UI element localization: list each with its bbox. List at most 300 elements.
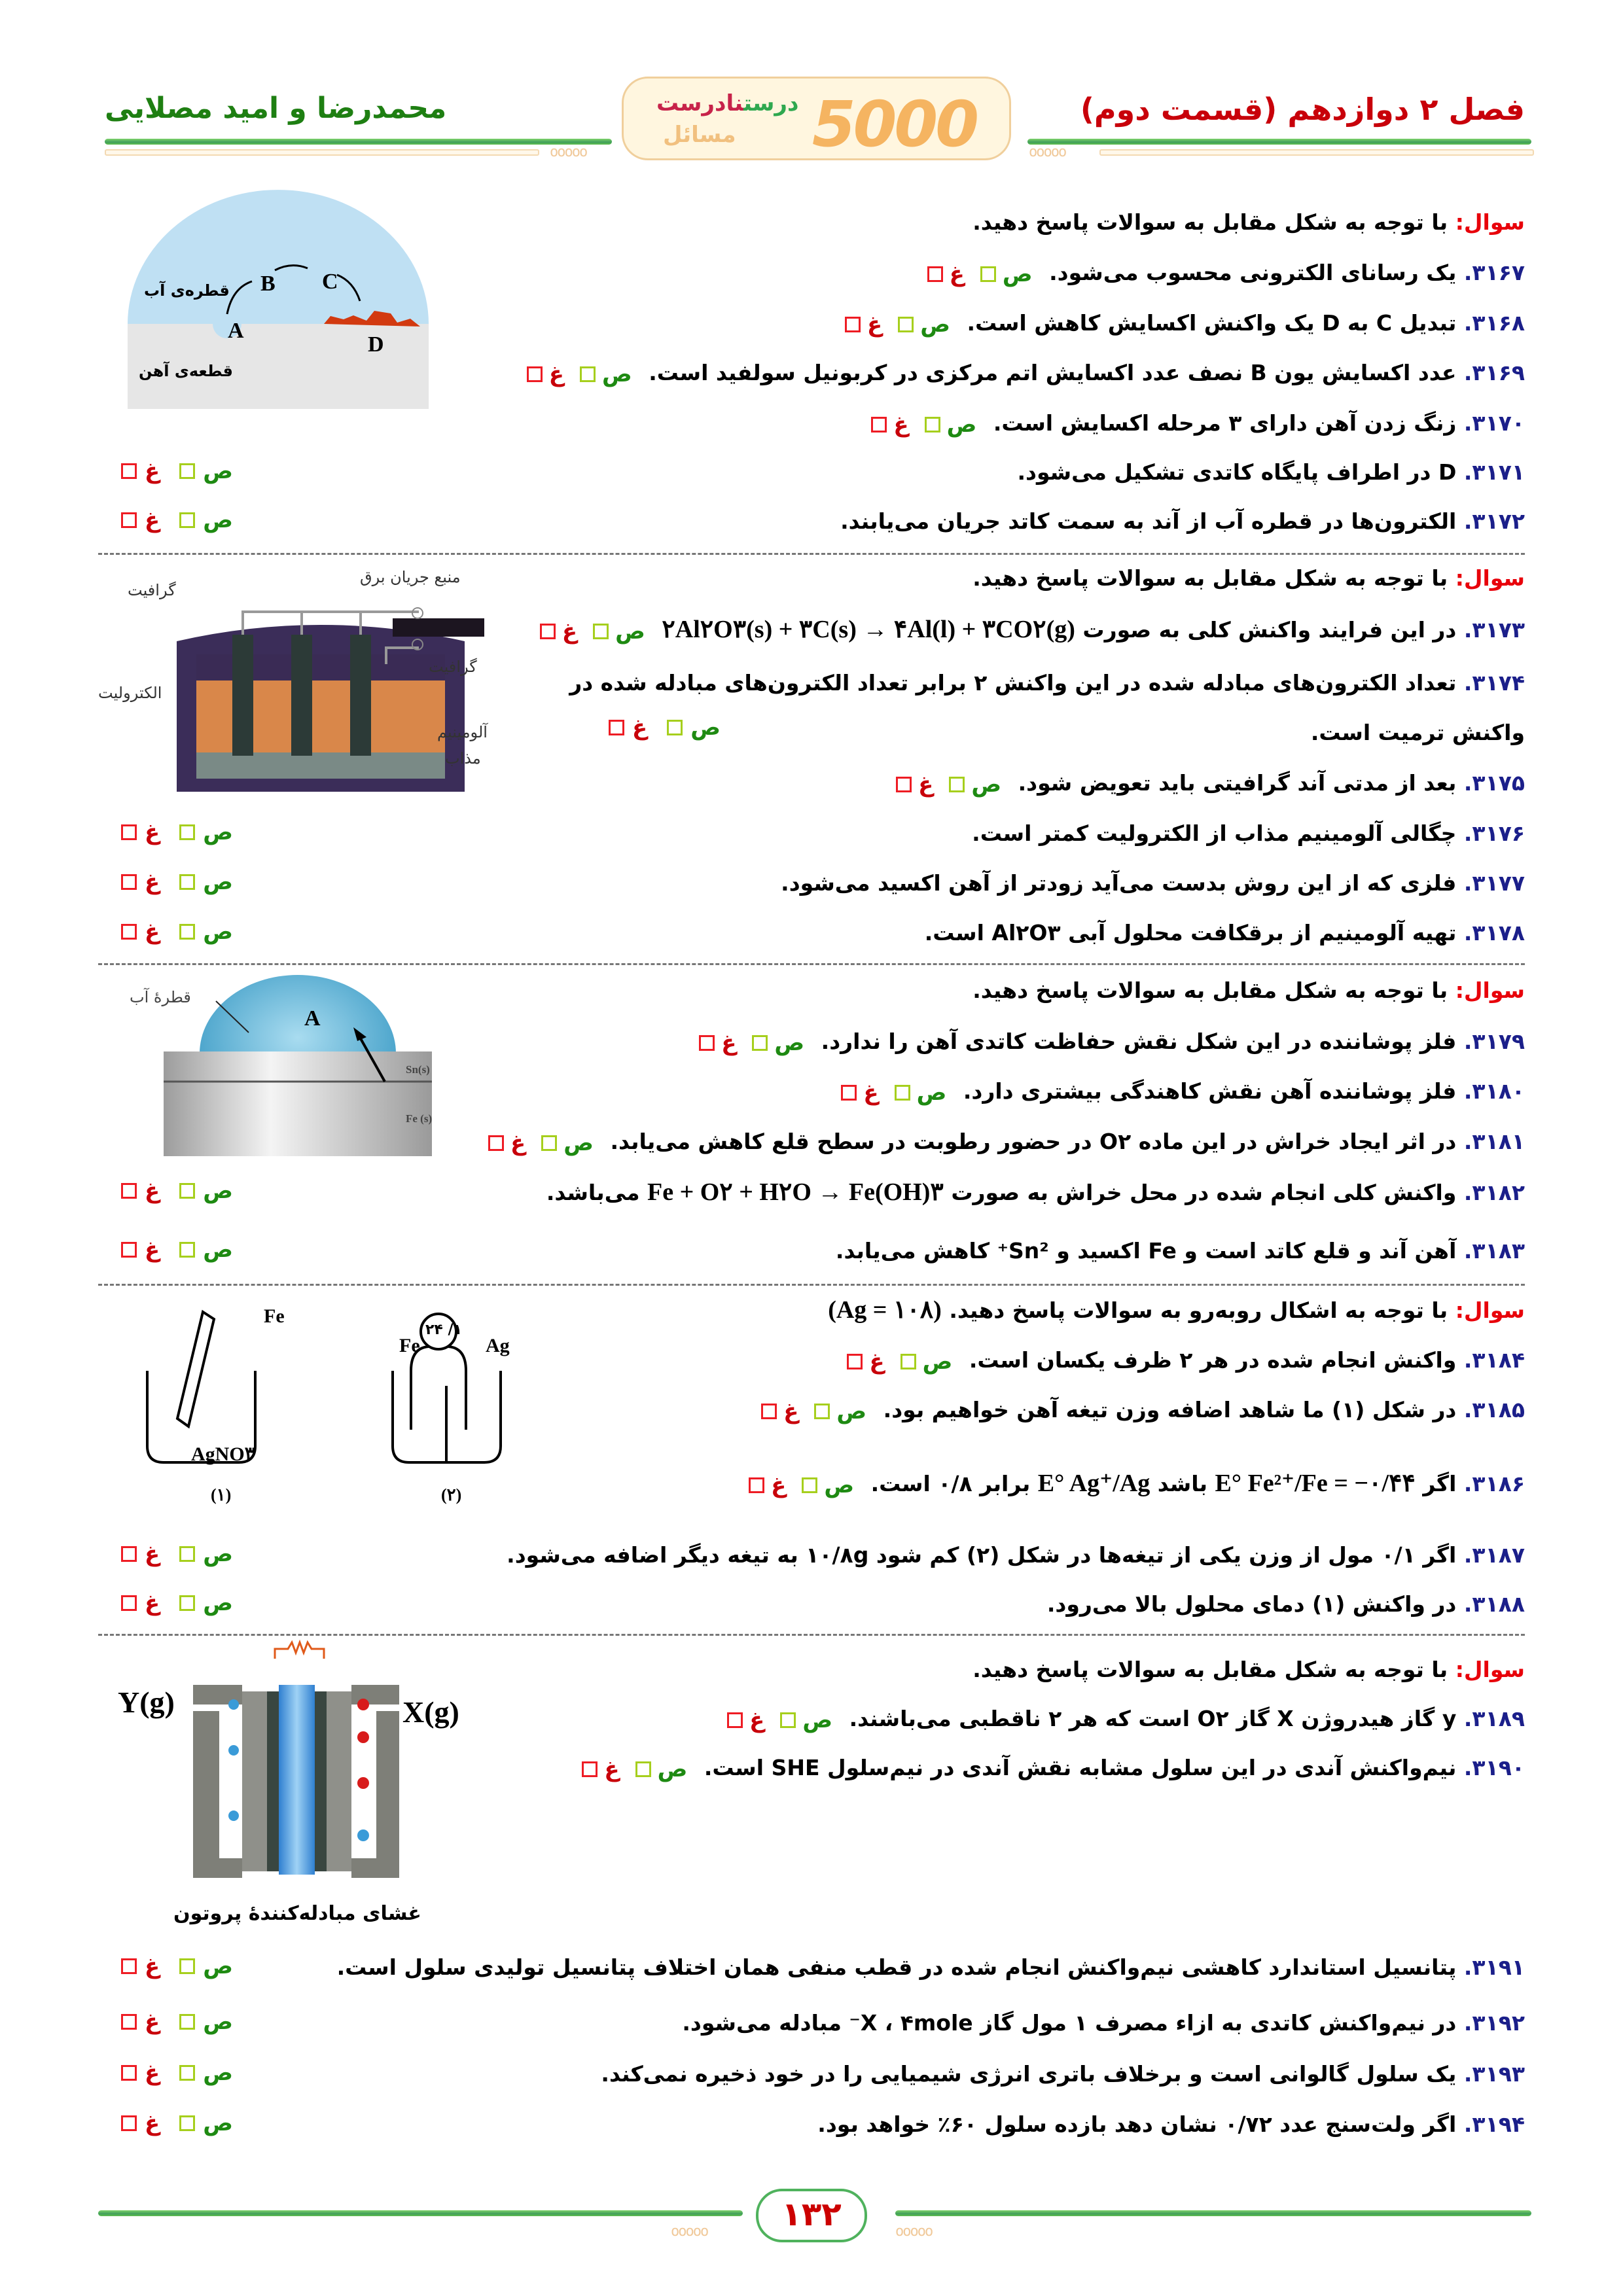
item-text: فلزی که از این روش بدست می‌آید زودتر از آهن اکسید می‌شود.: [781, 870, 1457, 896]
answer-group: [871, 410, 976, 439]
authors: محمدرضا و امید مصلایی: [105, 92, 447, 125]
fig1-metal-label: Fe: [264, 1305, 285, 1327]
item-number: ۳۱۸۸.: [1463, 1591, 1525, 1617]
item-3182: [546, 1178, 1525, 1207]
true-checkbox[interactable]: [179, 1183, 195, 1199]
true-label: ص: [203, 2009, 233, 2035]
question-label: سوال:: [1455, 565, 1525, 591]
true-label: ص: [920, 311, 950, 338]
false-checkbox[interactable]: [871, 417, 887, 433]
item-3185: [761, 1396, 1525, 1426]
fig2-left-label: Fe: [399, 1335, 420, 1356]
item-number: ۳۱۹۴.: [1463, 2111, 1525, 2137]
false-checkbox[interactable]: [749, 1477, 764, 1493]
true-checkbox[interactable]: [179, 1242, 195, 1258]
item-3184: [847, 1346, 1525, 1376]
item-3173: [540, 615, 1525, 646]
true-checkbox[interactable]: [802, 1477, 817, 1493]
false-checkbox[interactable]: [121, 1595, 137, 1611]
true-label: ص: [203, 2060, 233, 2086]
membrane-label: غشای مبادله‌کنندهٔ پروتون: [173, 1902, 421, 1925]
item-text: بعد از مدتی آند گرافیتی باید تعویض شود.: [1018, 770, 1457, 796]
logo-correct: درست: [743, 90, 799, 116]
iron-label: Fe (s): [406, 1112, 433, 1125]
true-checkbox[interactable]: [179, 1546, 195, 1562]
false-checkbox[interactable]: [121, 1958, 137, 1974]
item-text: زنگ زدن آهن دارای ۳ مرحله اکسایش است.: [993, 410, 1457, 436]
item-3172: [840, 507, 1525, 536]
answer-group: [540, 617, 645, 646]
true-label: ص: [601, 361, 632, 387]
water-drop-label: قطره‌ی آب: [144, 281, 230, 300]
answer-group: [582, 1755, 687, 1784]
item-text: D در اطراف پایگاه کاتدی تشکیل می‌شود.: [1017, 459, 1457, 485]
false-label: غ: [632, 715, 648, 741]
false-checkbox[interactable]: [121, 1242, 137, 1258]
question-prompt: [972, 564, 1525, 593]
item-3192: [682, 2009, 1525, 2038]
reaction-equation: Fe + O۲ + H۲O → Fe(OH)۳: [647, 1178, 944, 1206]
answer-group: [488, 1129, 594, 1157]
voltmeter-reading: ۱/ ۲۴: [425, 1322, 462, 1338]
prompt-text: با توجه به اشکال روبه‌رو به سوالات پاسخ دهید.: [949, 1298, 1448, 1323]
false-checkbox[interactable]: [527, 366, 543, 382]
answer-group: [727, 1706, 832, 1735]
false-label: غ: [510, 1129, 526, 1156]
answer-group-3194: [121, 2110, 233, 2136]
item-3187: [507, 1541, 1525, 1570]
header-rule-left: [105, 139, 612, 145]
item-text: در نیم‌واکنش کاتدی به ازاء مصرف ۱ مول گاز X ، ۴mole⁻ مبادله می‌شود.: [682, 2010, 1457, 2036]
false-checkbox[interactable]: [896, 777, 912, 792]
answer-group-3187: [121, 1541, 233, 1567]
electrolyte-label: الکترولیت: [98, 684, 162, 702]
decor-dots-icon: ooooo: [1029, 144, 1066, 160]
false-checkbox[interactable]: [121, 924, 137, 940]
false-label: غ: [145, 869, 160, 895]
false-checkbox[interactable]: [609, 720, 624, 735]
item-number: ۳۱۷۶.: [1463, 821, 1525, 846]
false-label: غ: [866, 311, 883, 338]
true-checkbox[interactable]: [667, 720, 683, 735]
answer-group-3191: [121, 1953, 233, 1979]
true-label: ص: [824, 1472, 855, 1498]
graphite-label-top: گرافیت: [128, 581, 176, 599]
molten-aluminum-label: آلومینیم: [437, 723, 488, 741]
true-label: ص: [203, 507, 233, 533]
true-checkbox[interactable]: [179, 2115, 195, 2131]
item-number: ۳۱۷۴.: [1463, 670, 1525, 696]
false-checkbox[interactable]: [540, 624, 556, 639]
false-checkbox[interactable]: [841, 1085, 857, 1101]
answer-group-3172: [121, 507, 233, 533]
item-3171: [1018, 458, 1525, 487]
book-logo: [622, 77, 1011, 160]
false-label: غ: [918, 771, 934, 798]
answer-group: [699, 1029, 804, 1057]
graphite-label-side: گرافیت: [429, 658, 477, 676]
false-label: غ: [145, 458, 160, 484]
item-text: چگالی آلومینیم مذاب از الکترولیت کمتر است.: [972, 821, 1457, 846]
false-label: غ: [721, 1029, 737, 1056]
true-label: ص: [203, 1953, 233, 1979]
question-prompt: [828, 1296, 1525, 1325]
section-divider: [98, 1284, 1525, 1286]
answer-group-3174: [609, 715, 721, 741]
answer-group: [841, 1078, 946, 1107]
false-checkbox[interactable]: [847, 1354, 863, 1369]
item-text: در واکنش (۱) دمای محلول بالا می‌رود.: [1046, 1591, 1457, 1617]
false-label: غ: [145, 1541, 160, 1567]
false-checkbox[interactable]: [761, 1404, 777, 1419]
gas-y-label: Y(g): [118, 1686, 175, 1719]
true-label: ص: [690, 715, 721, 741]
true-checkbox[interactable]: [814, 1404, 830, 1419]
item-number: ۳۱۷۱.: [1463, 459, 1525, 485]
true-label: ص: [1002, 260, 1033, 287]
false-checkbox[interactable]: [699, 1035, 715, 1051]
false-checkbox[interactable]: [488, 1135, 504, 1151]
answer-group: [845, 310, 950, 339]
prompt-text: با توجه به شکل مقابل به سوالات پاسخ دهید.: [972, 1657, 1448, 1682]
true-label: ص: [802, 1706, 833, 1733]
item-3190: [582, 1754, 1525, 1784]
true-checkbox[interactable]: [179, 824, 195, 840]
item-3181: [488, 1127, 1525, 1157]
item-text: اگر ولت‌سنج عدد ۰/۷۲ نشان دهد بازده سلول ۶۰٪ خواهد بود.: [817, 2111, 1457, 2137]
item-number: ۳۱۹۳.: [1463, 2061, 1525, 2087]
false-label: غ: [145, 1237, 160, 1263]
item-number: ۳۱۸۱.: [1463, 1129, 1525, 1154]
item-number: ۳۱۸۷.: [1463, 1542, 1525, 1568]
true-checkbox[interactable]: [179, 2065, 195, 2081]
item-3167: [927, 258, 1525, 289]
item-number: ۳۱۷۸.: [1463, 920, 1525, 945]
item-number: ۳۱۹۲.: [1463, 2010, 1525, 2036]
decor-dots-icon: ooooo: [895, 2223, 933, 2240]
page-number: ۱۳۲: [781, 2195, 842, 2233]
label-d: D: [368, 332, 384, 357]
decor-dots-icon: ooooo: [550, 144, 587, 160]
header-rule-right-cream: [1099, 149, 1534, 156]
false-checkbox[interactable]: [121, 463, 137, 479]
false-checkbox[interactable]: [927, 266, 943, 282]
answer-group-3193: [121, 2060, 233, 2086]
question-label: سوال:: [1455, 978, 1525, 1003]
label-a: A: [228, 319, 244, 343]
true-checkbox[interactable]: [179, 1958, 195, 1974]
item-text: در شکل (۱) ما شاهد اضافه وزن تیغه آهن خواهیم بود.: [883, 1397, 1457, 1422]
item-3175: [896, 769, 1525, 799]
item-number: ۳۱۶۹.: [1463, 360, 1525, 385]
question-prompt: [972, 208, 1525, 237]
item-text: در این فرایند واکنش کلی به صورت: [1082, 617, 1457, 643]
true-checkbox[interactable]: [980, 266, 996, 282]
true-label: ص: [971, 771, 1002, 798]
item-text: تبدیل C به D یک واکنش اکسایش کاهش است.: [967, 310, 1457, 336]
item-3189: [727, 1704, 1525, 1735]
header-rule-left-cream: [105, 149, 539, 156]
ag-potential: E° Ag⁺/Ag: [1037, 1470, 1150, 1497]
true-checkbox[interactable]: [179, 874, 195, 890]
logo-line1: [656, 90, 798, 116]
answer-group: [761, 1397, 866, 1426]
label-b: B: [260, 272, 276, 296]
fig2-right-label: Ag: [486, 1335, 510, 1356]
question-label: سوال:: [1455, 1298, 1525, 1323]
answer-group: [527, 360, 632, 389]
footer-rule-left: [98, 2210, 743, 2216]
false-label: غ: [145, 1178, 160, 1204]
header-rule-right: [1027, 139, 1531, 145]
item-text: فلز پوشاننده آهن نقش کاهندگی بیشتری دارد.: [963, 1078, 1457, 1104]
true-checkbox[interactable]: [179, 2014, 195, 2030]
item-number: ۳۱۸۰.: [1463, 1078, 1525, 1104]
item-number: ۳۱۷۳.: [1463, 617, 1525, 643]
item-3193: [601, 2060, 1525, 2089]
item-3168: [845, 309, 1525, 339]
tin-plated-iron-figure: [151, 975, 445, 1165]
true-checkbox[interactable]: [780, 1712, 796, 1728]
item-number: ۳۱۷۷.: [1463, 870, 1525, 896]
tin-label: Sn(s): [406, 1063, 430, 1076]
false-checkbox[interactable]: [121, 2115, 137, 2131]
true-checkbox[interactable]: [752, 1035, 768, 1051]
fig1-caption: (۱): [211, 1485, 232, 1504]
true-checkbox[interactable]: [635, 1761, 651, 1777]
item-text-line2: واکنش ترمیت است.: [1310, 720, 1525, 745]
item-number: ۳۱۸۹.: [1463, 1706, 1525, 1731]
false-label: غ: [145, 1953, 160, 1979]
item-3186: [749, 1469, 1525, 1500]
logo-number: 5000: [812, 88, 976, 161]
item-3179: [699, 1027, 1525, 1057]
true-label: ص: [203, 1590, 233, 1616]
item-text-after: می‌باشد.: [546, 1180, 640, 1205]
false-label: غ: [869, 1348, 885, 1375]
item-number: ۳۱۷۹.: [1463, 1029, 1525, 1054]
true-label: ص: [203, 458, 233, 484]
true-label: ص: [203, 919, 233, 945]
prompt-text: با توجه به شکل مقابل به سوالات پاسخ دهید.: [972, 209, 1448, 235]
section-divider: [98, 1634, 1525, 1636]
item-text: یک سلول گالوانی است و برخلاف باتری انرژی شیمیایی را در خود ذخیره نمی‌کند.: [601, 2061, 1457, 2087]
false-label: غ: [145, 2060, 160, 2086]
item-3183: [836, 1237, 1525, 1265]
false-label: غ: [562, 618, 578, 645]
question-prompt: [972, 1655, 1525, 1684]
item-number: ۳۱۷۵.: [1463, 770, 1525, 796]
item-3194: [817, 2110, 1525, 2139]
item-text: برابر ۰/۸ است.: [870, 1471, 1031, 1496]
false-label: غ: [863, 1079, 879, 1106]
true-label: ص: [922, 1348, 953, 1375]
item-number: ۳۱۷۲.: [1463, 508, 1525, 534]
item-text: نیم‌واکنش آندی در این سلول مشابه نقش آندی در نیم‌سلول SHE است.: [704, 1755, 1457, 1780]
item-number: ۳۱۹۱.: [1463, 1954, 1525, 1980]
false-label: غ: [145, 819, 160, 845]
item-text: اگر ۰/۱ مول از وزن یکی از تیغه‌ها در شکل (۲) کم شود ۱۰/۸g به تیغه دیگر اضافه می‌شود.: [507, 1542, 1457, 1568]
item-3176: [972, 819, 1525, 848]
true-checkbox[interactable]: [593, 624, 609, 639]
item-text: y گاز هیدروژن X گاز O۲ است که هر ۲ ناقطبی می‌باشند.: [849, 1706, 1457, 1731]
item-text: تعداد الکترون‌های مبادله شده در این واکنش ۲ برابر تعداد الکترون‌های مبادله شده در: [569, 670, 1457, 696]
true-label: ص: [774, 1029, 805, 1056]
item-number: ۳۱۸۲.: [1463, 1180, 1525, 1205]
true-checkbox[interactable]: [179, 1595, 195, 1611]
true-label: ص: [203, 869, 233, 895]
item-text: الکترون‌ها در قطره آب از آند به سمت کاتد جریان می‌یابند.: [840, 508, 1457, 534]
true-checkbox[interactable]: [898, 317, 914, 332]
true-label: ص: [203, 1541, 233, 1567]
true-checkbox[interactable]: [901, 1354, 916, 1369]
false-label: غ: [145, 2110, 160, 2136]
false-label: غ: [893, 411, 909, 438]
molten-aluminum-label-2: مذاب: [445, 749, 481, 768]
item-3188: [1047, 1590, 1525, 1619]
page-number-badge: [756, 2189, 867, 2242]
false-checkbox[interactable]: [121, 512, 137, 528]
answer-group-3171: [121, 458, 233, 484]
true-checkbox[interactable]: [179, 512, 195, 528]
true-label: ص: [836, 1398, 867, 1424]
false-checkbox[interactable]: [582, 1761, 597, 1777]
item-text: در اثر ایجاد خراش در این ماده O۲ در حضور رطوبت در سطح قلع کاهش می‌یابد.: [610, 1129, 1457, 1154]
true-checkbox[interactable]: [179, 924, 195, 940]
question-prompt: [972, 976, 1525, 1005]
answer-group-3178: [121, 919, 233, 945]
logo-incorrect: نادرست: [656, 90, 744, 116]
answer-group: [847, 1347, 952, 1376]
item-text: واکنش انجام شده در هر ۲ ظرف یکسان است.: [969, 1347, 1457, 1373]
item-number: ۳۱۸۵.: [1463, 1397, 1525, 1422]
item-text: واکنش کلی انجام شده در محل خراش به صورت: [951, 1180, 1457, 1205]
answer-group: [896, 770, 1001, 799]
reaction-equation: ۲Al۲O۳(s) + ۳C(s) → ۴Al(l) + ۳CO۲(g): [662, 616, 1075, 643]
true-label: ص: [563, 1129, 594, 1156]
false-label: غ: [145, 1590, 160, 1616]
true-label: ص: [203, 1178, 233, 1204]
answer-group-3182: [121, 1178, 233, 1204]
false-checkbox[interactable]: [121, 2014, 137, 2030]
true-checkbox[interactable]: [541, 1135, 557, 1151]
false-label: غ: [604, 1756, 620, 1782]
question-label: سوال:: [1455, 209, 1525, 235]
item-text: تهیه آلومینیم از برقکافت محلول آبی Al۲O۳ است.: [924, 920, 1457, 945]
item-3177: [781, 869, 1525, 898]
false-label: غ: [749, 1706, 765, 1733]
item-text: پتانسیل استاندارد کاهشی نیم‌واکنش انجام شده در قطب منفی همان اختلاف پتانسیل تولیدی سلول است.: [336, 1954, 1457, 1980]
false-label: غ: [145, 919, 160, 945]
false-label: غ: [145, 507, 160, 533]
item-number: ۳۱۸۶.: [1463, 1471, 1525, 1496]
logo-line2: مسائل: [663, 122, 736, 148]
fig2-caption: (۲): [441, 1485, 462, 1504]
item-text: یک رسانای الکترونی محسوب می‌شود.: [1049, 260, 1457, 285]
gas-x-label: X(g): [402, 1695, 459, 1729]
false-label: غ: [548, 361, 564, 387]
footer-rule-right: [895, 2210, 1531, 2216]
false-checkbox[interactable]: [121, 1183, 137, 1199]
true-label: ص: [657, 1756, 688, 1782]
false-label: غ: [145, 2009, 160, 2035]
false-checkbox[interactable]: [121, 824, 137, 840]
item-text: آهن آند و قلع کاتد است و Fe اکسید و Sn²⁺ کاهش می‌یابد.: [835, 1238, 1457, 1263]
item-text: فلز پوشاننده در این شکل نقش حفاظت کاتدی آهن را ندارد.: [821, 1029, 1457, 1054]
false-checkbox[interactable]: [121, 1546, 137, 1562]
chapter-title: فصل ۲ دوازدهم (قسمت دوم): [1080, 92, 1525, 127]
false-label: غ: [783, 1398, 799, 1424]
true-checkbox[interactable]: [179, 463, 195, 479]
false-checkbox[interactable]: [121, 2065, 137, 2081]
iron-piece-label: قطعه‌ی آهن: [139, 362, 234, 380]
fe-potential: E° Fe²⁺/Fe = −۰/۴۴: [1215, 1470, 1416, 1497]
section-divider: [98, 553, 1525, 555]
item-3174-line2: [1311, 718, 1525, 747]
true-label: ص: [946, 411, 977, 438]
item-text: اگر: [1423, 1471, 1457, 1496]
answer-group: [749, 1471, 854, 1500]
label-c: C: [322, 270, 338, 294]
power-source-label: منبع جریان برق: [360, 568, 461, 586]
label-a: A: [304, 1006, 321, 1031]
section-divider: [98, 963, 1525, 965]
true-checkbox[interactable]: [580, 366, 596, 382]
item-number: ۳۱۶۸.: [1463, 310, 1525, 336]
item-3174: [569, 669, 1525, 698]
answer-group: [927, 260, 1033, 289]
item-number: ۳۱۸۴.: [1463, 1347, 1525, 1373]
item-number: ۳۱۷۰.: [1463, 410, 1525, 436]
answer-group-3176: [121, 819, 233, 845]
prompt-text: با توجه به شکل مقابل به سوالات پاسخ دهید.: [972, 565, 1448, 591]
item-text: باشد: [1157, 1471, 1208, 1496]
item-3191: [337, 1953, 1525, 1982]
false-label: غ: [949, 260, 965, 287]
item-3170: [871, 409, 1525, 439]
false-checkbox[interactable]: [727, 1712, 743, 1728]
true-label: ص: [203, 1237, 233, 1263]
true-checkbox[interactable]: [949, 777, 965, 792]
true-label: ص: [203, 2110, 233, 2136]
answer-group-3177: [121, 869, 233, 895]
fig1-solution-label: AgNO۳: [191, 1443, 255, 1465]
prompt-extra: (Ag = ۱۰۸): [828, 1296, 942, 1324]
item-text: عدد اکسایش یون B نصف عدد اکسایش اتم مرکزی در کربونیل سولفید است.: [649, 360, 1457, 385]
item-3169: [527, 359, 1525, 389]
answer-group-3188: [121, 1590, 233, 1616]
question-label: سوال:: [1455, 1657, 1525, 1682]
item-3180: [841, 1077, 1525, 1107]
water-drop-label: قطرهٔ آب: [130, 988, 191, 1006]
true-label: ص: [916, 1079, 947, 1106]
true-label: ص: [615, 618, 645, 645]
decor-dots-icon: ooooo: [671, 2223, 708, 2240]
item-number: ۳۱۶۷.: [1463, 260, 1525, 285]
false-checkbox[interactable]: [845, 317, 861, 332]
answer-group-3192: [121, 2009, 233, 2035]
fuel-cell-figure: [177, 1639, 399, 1894]
item-number: ۳۱۹۰.: [1463, 1755, 1525, 1780]
item-number: ۳۱۸۳.: [1463, 1238, 1525, 1263]
true-label: ص: [203, 819, 233, 845]
true-checkbox[interactable]: [895, 1085, 910, 1101]
true-checkbox[interactable]: [925, 417, 940, 433]
false-label: غ: [771, 1472, 787, 1498]
answer-group-3183: [121, 1237, 233, 1263]
false-checkbox[interactable]: [121, 874, 137, 890]
item-3178: [925, 919, 1525, 947]
